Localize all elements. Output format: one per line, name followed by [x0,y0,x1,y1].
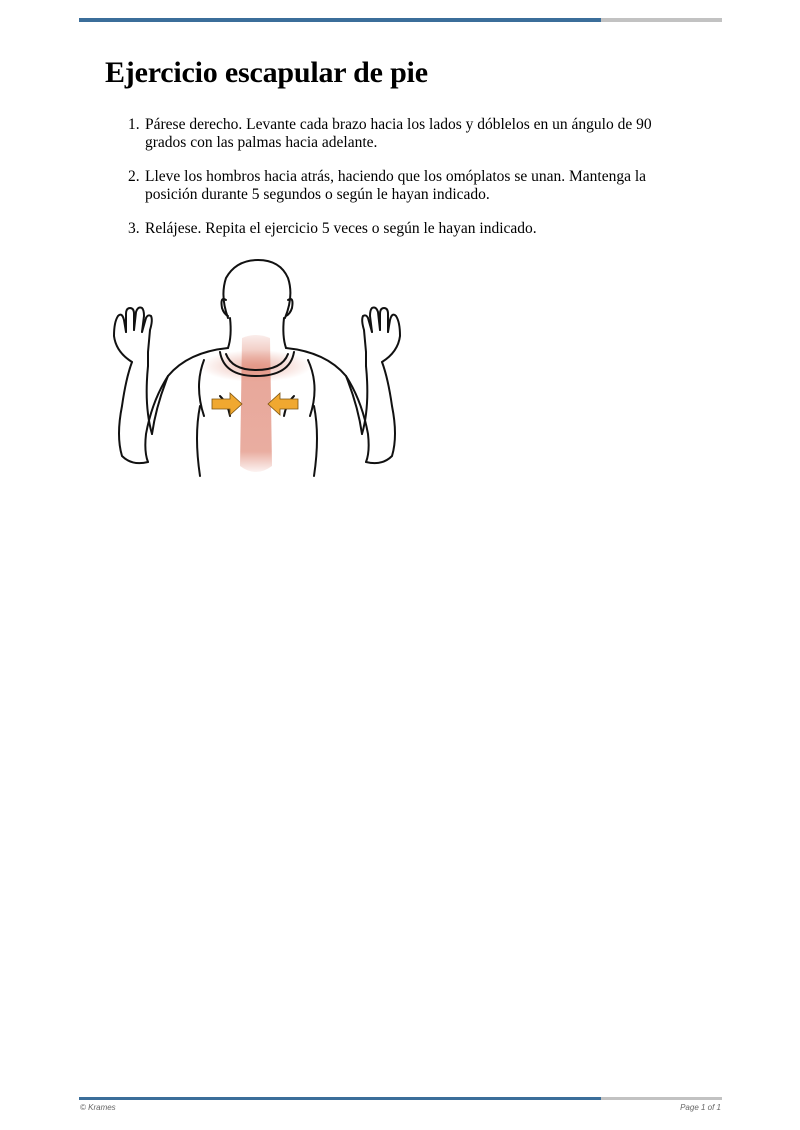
list-item [124,168,684,204]
exercise-illustration [108,256,408,478]
list-item [124,220,684,238]
top-rule-gray [601,18,722,22]
left-arrow-icon [212,393,242,415]
step-text: Párese derecho. Levante cada brazo hacia los lados y dóblelos en un ángulo de 90 grados con las palmas hacia adelante. [145,116,652,151]
bottom-rule-blue [79,1097,601,1100]
footer-copyright: © Krames [80,1103,116,1112]
top-rule-blue [79,18,601,22]
step-text: Relájese. Repita el ejercicio 5 veces o según le hayan indicado. [145,220,537,237]
step-text: Lleve los hombros hacia atrás, haciendo que los omóplatos se unan. Mantenga la posición durante 5 segundos o según le hayan indicado. [145,168,647,203]
list-item [124,116,684,152]
step-number: 3. [128,220,140,237]
step-number: 1. [128,116,140,133]
bottom-rule [79,1097,722,1100]
page-title: Ejercicio escapular de pie [105,56,428,89]
footer-page-number: Page 1 of 1 [680,1103,721,1112]
step-number: 2. [128,168,140,185]
top-rule [79,18,722,22]
bottom-rule-gray [601,1097,722,1100]
steps-list [124,116,684,254]
